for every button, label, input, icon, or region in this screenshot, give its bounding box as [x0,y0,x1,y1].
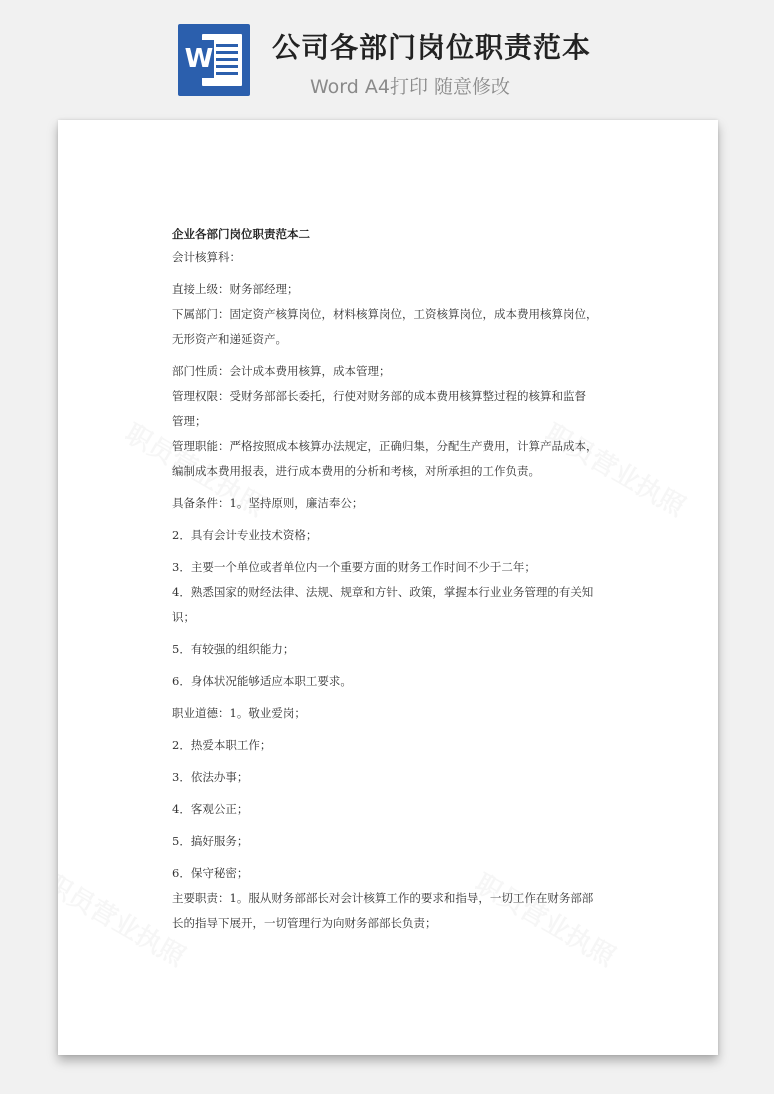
text-line: 4．熟悉国家的财经法律、法规、规章和方针、政策，掌握本行业业务管理的有关知 [172,585,594,599]
text-line: 会计核算科： [172,250,241,264]
word-letter: W [184,40,214,78]
text-line: 6．身体状况能够适应本职工要求。 [172,674,352,688]
text-line: 2．具有会计专业技术资格； [172,528,318,542]
text-line: 6．保守秘密； [172,866,249,880]
page-title: 公司各部门岗位职责范本 [272,31,592,64]
text-line: 3．依法办事； [172,770,249,784]
text-line: 编制成本费用报表，进行成本费用的分析和考核，对所承担的工作负责。 [172,464,540,478]
text-line: 2．热爱本职工作； [172,738,272,752]
text-line: 管理； [172,414,207,428]
document-body [172,223,608,936]
text-line: 下属部门：固定资产核算岗位，材料核算岗位，工资核算岗位，成本费用核算岗位， [172,307,598,321]
text-line: 4．客观公正； [172,802,249,816]
text-line: 职业道德：1。敬业爱岗； [172,706,306,720]
text-line: 长的指导下展开，一切管理行为向财务部部长负责； [172,916,437,930]
text-line: 直接上级：财务部经理； [172,282,299,296]
text-line: 5．搞好服务； [172,834,249,848]
text-line: 5．有较强的组织能力； [172,642,295,656]
header [0,0,774,110]
text-line: 3．主要一个单位或者单位内一个重要方面的财务工作时间不少于二年； [172,560,536,574]
text-line: 主要职责：1。服从财务部部长对会计核算工作的要求和指导，一切工作在财务部部 [172,891,594,905]
text-line: 管理权限：受财务部部长委托，行使对财务部的成本费用核算整过程的核算和监督 [172,389,586,403]
text-line: 部门性质：会计成本费用核算，成本管理； [172,364,391,378]
text-line: 具备条件：1。坚持原则，廉洁奉公； [172,496,364,510]
document-title: 企业各部门岗位职责范本二 [172,227,310,241]
text-line: 识； [172,610,195,624]
text-line: 无形资产和递延资产。 [172,332,287,346]
page-subtitle: Word A4打印 随意修改 [310,76,511,98]
text-line: 管理职能：严格按照成本核算办法规定，正确归集，分配生产费用，计算产品成本， [172,439,598,453]
document-page [58,120,718,1055]
word-icon [178,24,250,96]
